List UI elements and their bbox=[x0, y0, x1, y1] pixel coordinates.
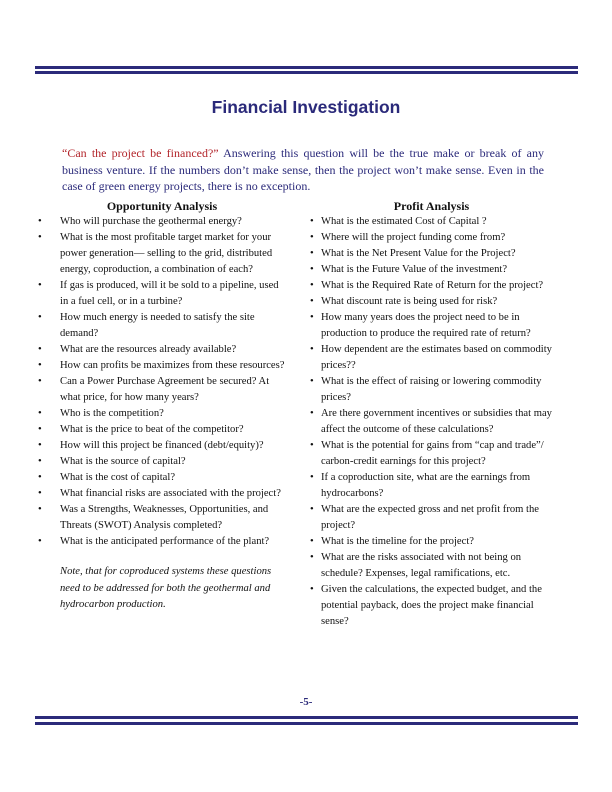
bullet-icon: • bbox=[310, 344, 314, 355]
bullet-icon: • bbox=[310, 312, 314, 323]
list-item bbox=[309, 294, 554, 310]
bullet-icon: • bbox=[38, 440, 42, 451]
list-item-text: How can profits be maximizes from these resources? bbox=[60, 360, 285, 371]
list-item bbox=[309, 550, 554, 582]
list-item bbox=[309, 310, 554, 342]
bullet-icon: • bbox=[38, 312, 42, 323]
list-item-text: What is the Future Value of the investment? bbox=[321, 264, 508, 275]
bullet-icon: • bbox=[38, 536, 42, 547]
top-rule bbox=[35, 71, 578, 74]
list-item bbox=[309, 406, 554, 438]
list-item bbox=[309, 246, 554, 262]
bullet-icon: • bbox=[310, 504, 314, 515]
list-item-text: Given the calculations, the expected budget, and the potential payback, does the project make financial sense? bbox=[321, 584, 542, 627]
list-item-text: How much energy is needed to satisfy the site demand? bbox=[60, 312, 255, 339]
list-item-text: How will this project be financed (debt/equity)? bbox=[60, 440, 264, 451]
list-item bbox=[35, 310, 289, 342]
list-item bbox=[309, 582, 554, 630]
list-item bbox=[309, 262, 554, 278]
list-item-text: Was a Strengths, Weaknesses, Opportunities, and Threats (SWOT) Analysis completed? bbox=[60, 504, 269, 531]
bullet-icon: • bbox=[310, 248, 314, 259]
list-item-text: What discount rate is being used for risk? bbox=[321, 296, 498, 307]
list-item bbox=[309, 534, 554, 550]
bullet-icon: • bbox=[38, 232, 42, 243]
page-number: -5- bbox=[299, 696, 313, 708]
list-item bbox=[35, 406, 289, 422]
profit-list bbox=[309, 214, 554, 630]
list-item-text: Who will purchase the geothermal energy? bbox=[60, 216, 242, 227]
list-item-text: What is the cost of capital? bbox=[60, 472, 176, 483]
bullet-icon: • bbox=[310, 584, 314, 595]
list-item-text: If gas is produced, will it be sold to a pipeline, used in a fuel cell, or in a turbine? bbox=[60, 280, 279, 307]
list-item bbox=[35, 438, 289, 454]
opportunity-list bbox=[35, 214, 289, 550]
list-item bbox=[35, 502, 289, 534]
profit-analysis-section bbox=[309, 198, 554, 630]
opportunity-analysis-section bbox=[35, 198, 289, 614]
bullet-icon: • bbox=[38, 280, 42, 291]
list-item bbox=[35, 470, 289, 486]
bullet-icon: • bbox=[38, 504, 42, 515]
bullet-icon: • bbox=[38, 408, 42, 419]
intro-quote: “Can the project be financed?” bbox=[62, 146, 219, 160]
bullet-icon: • bbox=[310, 376, 314, 387]
bottom-rule bbox=[35, 716, 578, 719]
list-item bbox=[35, 486, 289, 502]
list-item-text: What is the effect of raising or lowering commodity prices? bbox=[321, 376, 542, 403]
page-title: Financial Investigation bbox=[211, 97, 401, 117]
bullet-icon: • bbox=[310, 264, 314, 275]
bullet-icon: • bbox=[310, 408, 314, 419]
list-item-text: What is the Required Rate of Return for the project? bbox=[321, 280, 544, 291]
list-item bbox=[35, 230, 289, 278]
list-item-text: What is the most profitable target market for your power generation— selling to the grid, distributed energy, coproduction, a combination of each? bbox=[60, 232, 273, 275]
list-item bbox=[35, 374, 289, 406]
bullet-icon: • bbox=[310, 536, 314, 547]
bullet-icon: • bbox=[38, 344, 42, 355]
list-item-text: What is the Net Present Value for the Project? bbox=[321, 248, 516, 259]
list-item bbox=[309, 278, 554, 294]
bullet-icon: • bbox=[38, 216, 42, 227]
list-item bbox=[309, 438, 554, 470]
list-item bbox=[309, 342, 554, 374]
list-item bbox=[35, 454, 289, 470]
bullet-icon: • bbox=[38, 488, 42, 499]
list-item bbox=[35, 534, 289, 550]
bullet-icon: • bbox=[310, 440, 314, 451]
list-item bbox=[35, 342, 289, 358]
list-item-text: What is the source of capital? bbox=[60, 456, 186, 467]
list-item bbox=[35, 278, 289, 310]
list-item-text: What is the anticipated performance of the plant? bbox=[60, 536, 270, 547]
list-item bbox=[35, 358, 289, 374]
bullet-icon: • bbox=[38, 376, 42, 387]
list-item bbox=[309, 470, 554, 502]
list-item-text: Where will the project funding come from? bbox=[321, 232, 506, 243]
list-item-text: What is the timeline for the project? bbox=[321, 536, 474, 547]
bottom-rule bbox=[35, 722, 578, 725]
intro-paragraph bbox=[62, 145, 544, 195]
list-item-text: What are the risks associated with not being on schedule? Expenses, legal ramifications, etc. bbox=[321, 552, 522, 579]
bullet-icon: • bbox=[310, 472, 314, 483]
list-item-text: Can a Power Purchase Agreement be secured? At what price, for how many years? bbox=[60, 376, 270, 403]
list-item-text: What financial risks are associated with the project? bbox=[60, 488, 281, 499]
list-item-text: How many years does the project need to be in production to produce the required rate of return? bbox=[321, 312, 531, 339]
bullet-icon: • bbox=[38, 424, 42, 435]
bullet-icon: • bbox=[38, 360, 42, 371]
list-item-text: What are the resources already available? bbox=[60, 344, 237, 355]
list-item-text: If a coproduction site, what are the earnings from hydrocarbons? bbox=[321, 472, 531, 499]
bullet-icon: • bbox=[310, 216, 314, 227]
list-item-text: What is the price to beat of the competitor? bbox=[60, 424, 244, 435]
list-item-text: What is the estimated Cost of Capital ? bbox=[321, 216, 487, 227]
list-item bbox=[35, 214, 289, 230]
list-item bbox=[309, 214, 554, 230]
bullet-icon: • bbox=[310, 280, 314, 291]
note: Note, that for coproduced systems these questions need to be addressed for both the geothermal and hydrocarbon production. bbox=[60, 566, 272, 610]
bullet-icon: • bbox=[38, 456, 42, 467]
intro-text: Answering this question will be the true make or break of any business venture. If the numbers don’t make sense, then the project won’t make sense. Even in the case of green energy projects, there is no exception. bbox=[62, 146, 544, 193]
section-heading: Profit Analysis bbox=[393, 199, 470, 213]
list-item-text: What is the potential for gains from “cap and trade”/ carbon-credit earnings for this project? bbox=[321, 440, 544, 467]
section-heading: Opportunity Analysis bbox=[106, 199, 218, 213]
bullet-icon: • bbox=[310, 232, 314, 243]
bullet-icon: • bbox=[310, 552, 314, 563]
list-item bbox=[35, 422, 289, 438]
list-item bbox=[309, 502, 554, 534]
list-item-text: Who is the competition? bbox=[60, 408, 164, 419]
list-item-text: What are the expected gross and net profit from the project? bbox=[321, 504, 539, 531]
list-item-text: Are there government incentives or subsidies that may affect the outcome of these calculations? bbox=[321, 408, 552, 435]
list-item bbox=[309, 230, 554, 246]
top-rule bbox=[35, 66, 578, 69]
bullet-icon: • bbox=[38, 472, 42, 483]
bullet-icon: • bbox=[310, 296, 314, 307]
list-item-text: How dependent are the estimates based on commodity prices?? bbox=[321, 344, 552, 371]
list-item bbox=[309, 374, 554, 406]
